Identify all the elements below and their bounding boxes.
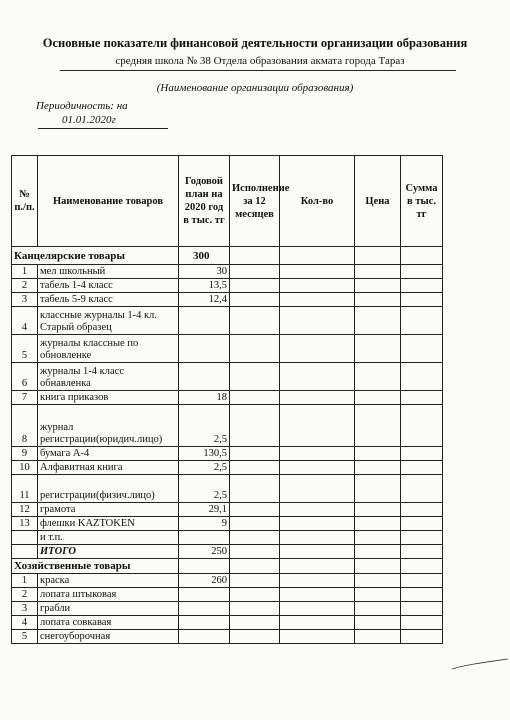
- row-number: 5: [12, 630, 38, 644]
- row-name: грамота: [38, 503, 179, 517]
- row-execution: [230, 517, 280, 531]
- row-qty: [280, 503, 355, 517]
- row-qty: [280, 602, 355, 616]
- table-row: [12, 447, 443, 461]
- row-number: 3: [12, 293, 38, 307]
- row-price: [355, 391, 401, 405]
- table-row: [12, 293, 443, 307]
- table-row: [12, 503, 443, 517]
- header-num: № п./п.: [12, 156, 38, 247]
- section-title: Канцелярские товары: [12, 247, 179, 265]
- organization-underline: [60, 70, 456, 71]
- row-sum: [401, 391, 443, 405]
- row-execution: [230, 602, 280, 616]
- section-row-office: [12, 247, 443, 265]
- table-row: [12, 461, 443, 475]
- row-execution: [230, 588, 280, 602]
- row-execution: [230, 461, 280, 475]
- section-plan: 300: [179, 247, 230, 265]
- row-sum: [401, 335, 443, 363]
- row-execution: [230, 335, 280, 363]
- row-qty: [280, 293, 355, 307]
- row-price: [355, 279, 401, 293]
- table-row: [12, 517, 443, 531]
- row-price: [355, 363, 401, 391]
- row-name: регистрации(физич.лицо): [38, 475, 179, 503]
- row-plan: [179, 307, 230, 335]
- table-row: [12, 265, 443, 279]
- row-price: [355, 517, 401, 531]
- financial-table: [11, 155, 443, 644]
- row-plan: 12,4: [179, 293, 230, 307]
- row-name: лопата штыковая: [38, 588, 179, 602]
- row-number: 4: [12, 616, 38, 630]
- table-row: [12, 391, 443, 405]
- row-name: снегоуборочная: [38, 630, 179, 644]
- row-execution: [230, 391, 280, 405]
- row-qty: [280, 363, 355, 391]
- row-sum: [401, 602, 443, 616]
- organization-caption: (Наименование организации образования): [156, 82, 354, 94]
- row-number: 7: [12, 391, 38, 405]
- table-row: [12, 307, 443, 335]
- row-name: табель 5-9 класс: [38, 293, 179, 307]
- row-sum: [401, 461, 443, 475]
- row-price: [355, 630, 401, 644]
- row-execution: [230, 307, 280, 335]
- period-underline: [38, 128, 168, 129]
- row-name: бумага А-4: [38, 447, 179, 461]
- table-row: [12, 363, 443, 391]
- row-qty: [280, 279, 355, 293]
- row-name: лопата совкавая: [38, 616, 179, 630]
- row-plan: 29,1: [179, 503, 230, 517]
- row-execution: [230, 293, 280, 307]
- organization-name: средняя школа № 38 Отдела образования акмата города Тараз: [115, 55, 405, 67]
- table-row: [12, 588, 443, 602]
- row-name: табель 1-4 класс: [38, 279, 179, 293]
- row-sum: [401, 475, 443, 503]
- row-name: мел школьный: [38, 265, 179, 279]
- row-price: [355, 588, 401, 602]
- total-row: [12, 545, 443, 559]
- row-name: журналы классные по обновленке: [38, 335, 179, 363]
- row-number: 3: [12, 602, 38, 616]
- row-price: [355, 475, 401, 503]
- row-execution: [230, 447, 280, 461]
- row-number: [12, 531, 38, 545]
- row-sum: [401, 616, 443, 630]
- row-sum: [401, 293, 443, 307]
- table-row: [12, 602, 443, 616]
- row-name: журнал регистрации(юридич.лицо): [38, 405, 179, 447]
- row-execution: [230, 531, 280, 545]
- period-label: Периодичность: на: [36, 100, 128, 112]
- row-sum: [401, 447, 443, 461]
- table-row: [12, 405, 443, 447]
- row-name: краска: [38, 574, 179, 588]
- row-sum: [401, 279, 443, 293]
- row-number: 13: [12, 517, 38, 531]
- row-qty: [280, 517, 355, 531]
- header-sum: Сумма в тыс. тг: [401, 156, 443, 247]
- header-qty: Кол-во: [280, 156, 355, 247]
- row-plan: 13,5: [179, 279, 230, 293]
- row-plan: 30: [179, 265, 230, 279]
- row-plan: 2,5: [179, 405, 230, 447]
- header-price: Цена: [355, 156, 401, 247]
- row-qty: [280, 307, 355, 335]
- row-plan: 18: [179, 391, 230, 405]
- document-title: Основные показатели финансовой деятельности организации образования: [42, 36, 468, 50]
- row-name: грабли: [38, 602, 179, 616]
- row-number: 8: [12, 405, 38, 447]
- row-qty: [280, 405, 355, 447]
- row-number: 6: [12, 363, 38, 391]
- row-sum: [401, 517, 443, 531]
- row-sum: [401, 265, 443, 279]
- row-plan: [179, 602, 230, 616]
- row-name: книга приказов: [38, 391, 179, 405]
- row-price: [355, 405, 401, 447]
- row-name: и т.п.: [38, 531, 179, 545]
- section-row-household: [12, 559, 443, 574]
- row-qty: [280, 574, 355, 588]
- row-price: [355, 447, 401, 461]
- period-date: 01.01.2020г: [62, 114, 116, 126]
- row-execution: [230, 503, 280, 517]
- pen-stroke-mark: [450, 655, 510, 675]
- row-execution: [230, 475, 280, 503]
- row-price: [355, 531, 401, 545]
- table-row: [12, 630, 443, 644]
- row-sum: [401, 574, 443, 588]
- row-qty: [280, 265, 355, 279]
- row-price: [355, 503, 401, 517]
- row-plan: 2,5: [179, 475, 230, 503]
- row-price: [355, 616, 401, 630]
- row-plan: [179, 531, 230, 545]
- row-number: 10: [12, 461, 38, 475]
- row-plan: [179, 588, 230, 602]
- header-plan: Годовой план на 2020 год в тыс. тг: [179, 156, 230, 247]
- row-number: 2: [12, 588, 38, 602]
- table-header-row: [12, 156, 443, 247]
- row-qty: [280, 588, 355, 602]
- row-sum: [401, 503, 443, 517]
- row-number: 5: [12, 335, 38, 363]
- table-row: [12, 279, 443, 293]
- row-number: 1: [12, 574, 38, 588]
- table-row: [12, 616, 443, 630]
- row-name: классные журналы 1-4 кл. Старый образец: [38, 307, 179, 335]
- row-sum: [401, 307, 443, 335]
- row-price: [355, 574, 401, 588]
- row-number: 4: [12, 307, 38, 335]
- row-execution: [230, 405, 280, 447]
- row-price: [355, 293, 401, 307]
- row-number: 1: [12, 265, 38, 279]
- row-price: [355, 265, 401, 279]
- table-row: [12, 335, 443, 363]
- row-sum: [401, 363, 443, 391]
- row-qty: [280, 475, 355, 503]
- total-num: [12, 545, 38, 559]
- row-name: журналы 1-4 класс обнавленка: [38, 363, 179, 391]
- row-execution: [230, 363, 280, 391]
- row-plan: 260: [179, 574, 230, 588]
- row-qty: [280, 447, 355, 461]
- row-price: [355, 307, 401, 335]
- section-title: Хозяйственные товары: [12, 559, 179, 574]
- row-qty: [280, 531, 355, 545]
- row-execution: [230, 616, 280, 630]
- row-execution: [230, 574, 280, 588]
- header-execution: Исполнение за 12 месяцев: [230, 156, 280, 247]
- total-value: 250: [179, 545, 230, 559]
- row-qty: [280, 335, 355, 363]
- table-row: [12, 574, 443, 588]
- row-sum: [401, 630, 443, 644]
- row-number: 11: [12, 475, 38, 503]
- row-plan: 9: [179, 517, 230, 531]
- row-plan: [179, 335, 230, 363]
- row-plan: [179, 630, 230, 644]
- total-label: ИТОГО: [38, 545, 179, 559]
- row-sum: [401, 405, 443, 447]
- row-qty: [280, 391, 355, 405]
- row-sum: [401, 588, 443, 602]
- header-name: Наименование товаров: [38, 156, 179, 247]
- row-price: [355, 335, 401, 363]
- row-number: 2: [12, 279, 38, 293]
- row-number: 9: [12, 447, 38, 461]
- row-name: Алфавитная книга: [38, 461, 179, 475]
- row-plan: [179, 616, 230, 630]
- row-plan: [179, 363, 230, 391]
- row-execution: [230, 630, 280, 644]
- row-price: [355, 461, 401, 475]
- table-row: [12, 531, 443, 545]
- row-number: 12: [12, 503, 38, 517]
- row-sum: [401, 531, 443, 545]
- row-name: флешки KAZTOKEN: [38, 517, 179, 531]
- row-qty: [280, 461, 355, 475]
- row-price: [355, 602, 401, 616]
- table-body: [12, 247, 443, 644]
- row-plan: 2,5: [179, 461, 230, 475]
- table-row: [12, 475, 443, 503]
- row-execution: [230, 279, 280, 293]
- row-execution: [230, 265, 280, 279]
- row-qty: [280, 616, 355, 630]
- row-plan: 130,5: [179, 447, 230, 461]
- row-qty: [280, 630, 355, 644]
